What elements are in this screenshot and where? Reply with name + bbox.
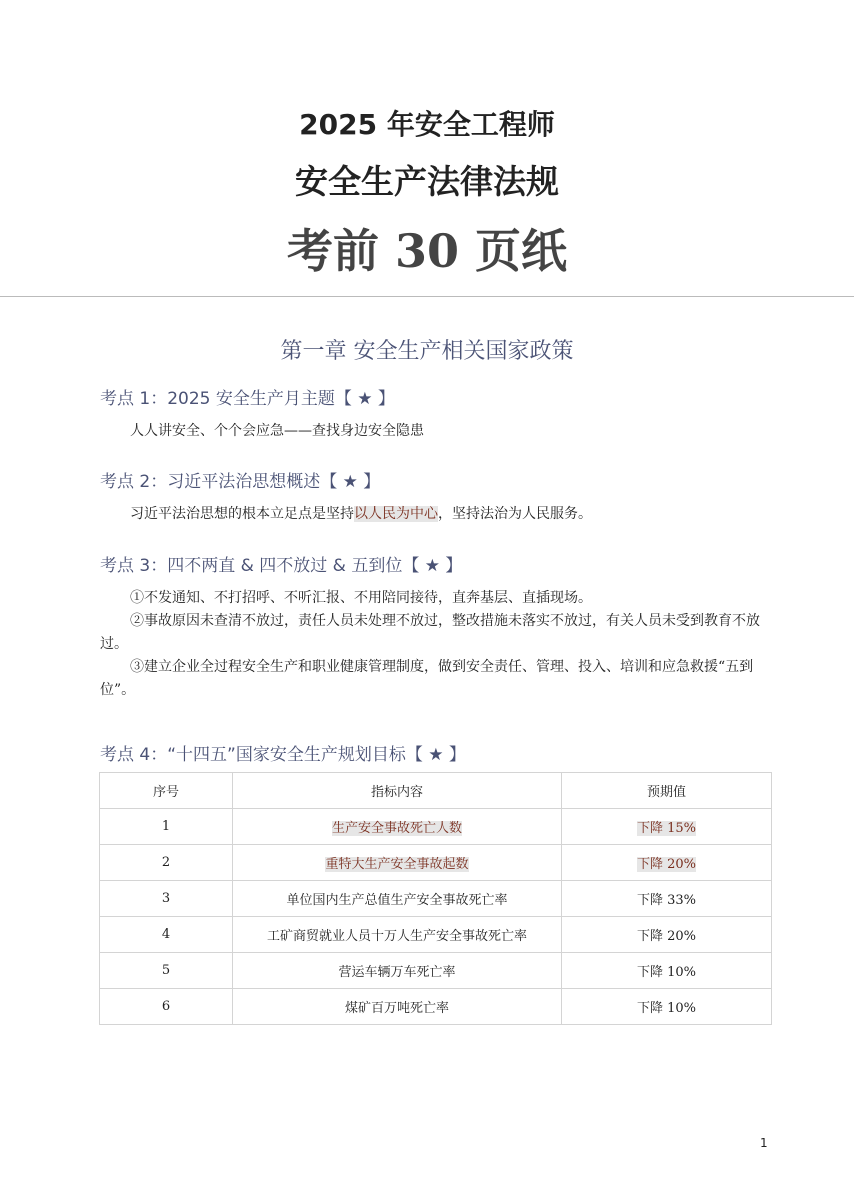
cell-value (562, 845, 772, 881)
cell-text: 下降 10% (636, 965, 697, 980)
cell-value (562, 809, 772, 845)
point-1-heading: 考点 1：2025 安全生产月主题【 ★ 】 (100, 389, 395, 409)
table-row (100, 845, 772, 881)
header-value: 预期值 (562, 773, 772, 809)
cell-content (233, 989, 562, 1025)
cell-text: 4 (161, 927, 171, 942)
cell-text: 下降 20% (636, 857, 697, 872)
cell-index (100, 989, 233, 1025)
cell-text: 下降 15% (636, 821, 697, 836)
text-after: ，坚持法治为人民服务。 (438, 506, 592, 522)
cell-text: 生产安全事故死亡人数 (331, 821, 462, 836)
cell-text: 下降 33% (636, 893, 697, 908)
point-3-body (100, 587, 772, 702)
point-3-para: ③建立企业全过程安全生产和职业健康管理制度，做到安全责任、管理、投入、培训和应急救援“五到位”。 (100, 659, 754, 698)
cell-content (233, 881, 562, 917)
chapter-title: 第一章 安全生产相关国家政策 (280, 339, 574, 364)
table-row (100, 989, 772, 1025)
point-4-heading: 考点 4：“十四五”国家安全生产规划目标【 ★ 】 (100, 745, 466, 765)
point-2-text (100, 503, 772, 526)
table-row (100, 917, 772, 953)
text-before: 习近平法治思想的根本立足点是坚持 (130, 506, 354, 522)
targets-table (99, 772, 772, 1025)
title-line1: 2025 年安全工程师 (299, 108, 555, 141)
table-row (100, 953, 772, 989)
cell-value (562, 881, 772, 917)
cell-index (100, 917, 233, 953)
cell-content (233, 845, 562, 881)
title-line2: 安全生产法律法规 (295, 162, 559, 201)
cell-content (233, 953, 562, 989)
cell-text: 下降 20% (636, 929, 697, 944)
cell-text: 3 (161, 891, 171, 906)
cell-text: 1 (161, 819, 171, 834)
cell-text: 2 (161, 855, 171, 870)
cell-text: 5 (161, 963, 171, 978)
divider (0, 296, 854, 297)
cell-index (100, 881, 233, 917)
table-row (100, 881, 772, 917)
cell-text: 6 (161, 999, 171, 1014)
table-row (100, 809, 772, 845)
cell-text: 煤矿百万吨死亡率 (344, 1001, 449, 1016)
point-2-heading: 考点 2：习近平法治思想概述【 ★ 】 (100, 472, 381, 492)
highlight: 以人民为中心 (354, 506, 438, 522)
cell-value (562, 953, 772, 989)
cell-content (233, 809, 562, 845)
cell-value (562, 917, 772, 953)
title-line3: 考前 30 页纸 (286, 224, 568, 278)
cell-text: 营运车辆万车死亡率 (338, 965, 456, 980)
cell-text: 重特大生产安全事故起数 (325, 857, 469, 872)
page-number: 1 (760, 1136, 768, 1150)
cell-text: 下降 10% (636, 1001, 697, 1016)
cell-index (100, 845, 233, 881)
cell-text: 单位国内生产总值生产安全事故死亡率 (286, 893, 508, 908)
header-content: 指标内容 (233, 773, 562, 809)
cell-index (100, 953, 233, 989)
point-3-para: ①不发通知、不打招呼、不听汇报、不用陪同接待，直奔基层、直插现场。 (130, 590, 592, 606)
point-3-para: ②事故原因未查清不放过，责任人员未处理不放过，整改措施未落实不放过，有关人员未受到教育不放过。 (100, 613, 760, 652)
header-index: 序号 (100, 773, 233, 809)
cell-content (233, 917, 562, 953)
cell-index (100, 809, 233, 845)
cell-text: 工矿商贸就业人员十万人生产安全事故死亡率 (266, 929, 527, 944)
cell-value (562, 989, 772, 1025)
point-1-text: 人人讲安全、个个会应急——查找身边安全隐患 (130, 423, 424, 439)
point-3-heading: 考点 3：四不两直 & 四不放过 & 五到位【 ★ 】 (100, 556, 463, 576)
